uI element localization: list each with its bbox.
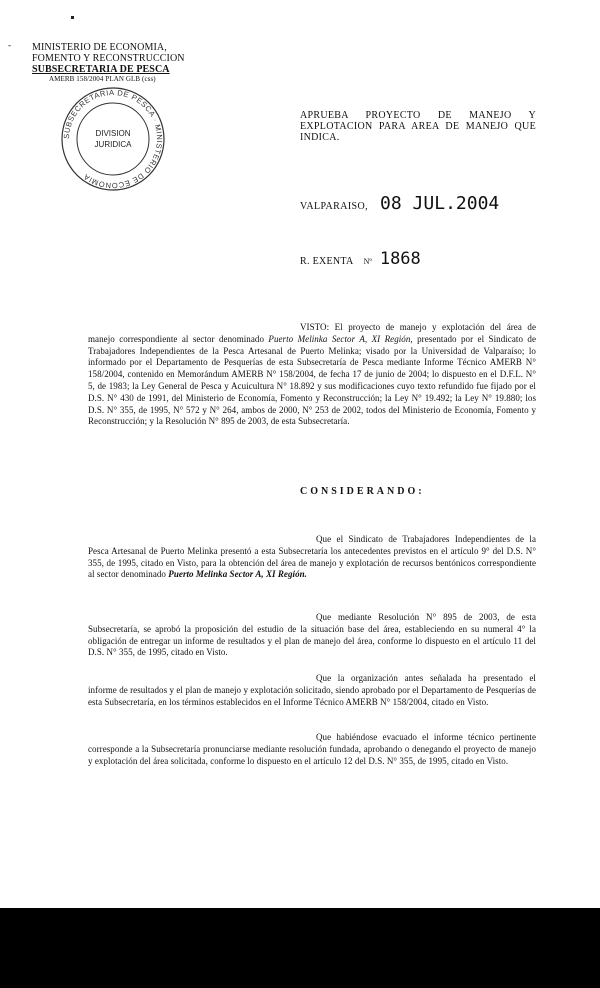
considerando-paragraph-1	[88, 534, 536, 581]
visto-paragraph	[88, 322, 536, 428]
ministry-line-1: MINISTERIO DE ECONOMIA,	[32, 42, 167, 53]
stamp-division-text: DIVISION	[95, 129, 131, 138]
p1-sector: Puerto Melinka Sector A, XI Región.	[168, 569, 307, 580]
visto-sector: Puerto Melinka Sector A, XI Región,	[268, 333, 413, 344]
subsecretaria-title: SUBSECRETARIA DE PESCA	[32, 64, 170, 75]
scan-mark	[71, 16, 74, 19]
considerando-paragraph-4	[88, 732, 536, 767]
resolution-number-value: 1868	[379, 249, 421, 269]
stamp-ring-text: SUBSECRETARIA DE PESCA · MINISTERIO DE ECONOMIA	[61, 87, 165, 191]
considerando-heading: CONSIDERANDO:	[300, 486, 425, 497]
p1-text: Que el Sindicato de Trabajadores Independientes de la Pesca Artesanal de Puerto Melinka presentó a esta Subsecretaría los antecedentes previstos en el artículo 9° del D.S. N° 355, de 1995, citado en Visto, para la obtención del área de manejo y explotación de recursos bentónicos correspondiente al sector denominado	[88, 534, 536, 580]
visto-text-after: presentado por el Sindicato de Trabajadores Independientes de la Pesca Artesanal de Puerto Melinka; visado por la Universidad de Valparaíso; lo informado por el Departamento de Pesquerías de esta Subsecretaría de Pesca mediante Informe Técnico AMERB N° 158/2004, contenido en Memorándum AMERB N° 158/2004, de fecha 17 de junio de 2004; lo dispuesto en el D.F.L. N° 5, de 1983; la Ley General de Pesca y Acuicultura N° 18.892 y sus modificaciones cuyo texto refundido fue fijado por el D.S. N° 430 de 1991, del Ministerio de Economía, Fomento y Reconstrucción; la Ley N° 19.492; la Ley N° 19.880; los D.S. N° 355, de 1995, N° 572 y N° 264, ambos de 2000, N° 253 de 2002, todos del Ministerio de Economía, Fomento y Reconstrucción; y la Resolución N° 895 de 2003, de esta Subsecretaría.	[88, 333, 536, 427]
letterhead	[32, 42, 207, 84]
scan-bottom-band	[0, 908, 600, 988]
reference-code: AMERB 158/2004 PLAN GLB (css)	[49, 75, 156, 83]
p2-text: Que mediante Resolución N° 895 de 2003, de esta Subsecretaría, se aprobó la proposición del estudio de la situación base del área, estableciendo en su numeral 4° la obligación de entregar un informe de resultados y el plan de manejo del área, conforme lo dispuesto en el artículo 11 del D.S. N° 355, de 1995, citado en Visto.	[88, 612, 536, 658]
resolution-summary: APRUEBA PROYECTO DE MANEJO Y EXPLOTACION PARA AREA DE MANEJO QUE INDICA.	[300, 110, 536, 143]
place-and-date	[300, 193, 499, 214]
ministry-line-2: FOMENTO Y RECONSTRUCCION	[32, 53, 185, 64]
resolution-number	[300, 249, 421, 269]
number-label: Nº	[363, 257, 372, 266]
juridica-stamp	[58, 84, 168, 194]
stamp-juridica-text: JURIDICA	[94, 140, 132, 149]
stamped-date: 08 JUL.2004	[380, 193, 500, 214]
considerando-paragraph-3	[88, 673, 536, 708]
considerando-paragraph-2	[88, 612, 536, 659]
p4-text: Que habiéndose evacuado el informe técnico pertinente corresponde a la Subsecretaría pronunciarse mediante resolución fundada, aprobando o denegando el proyecto de manejo y explotación del área solicitada, conforme lo dispuesto en el artículo 12 del D.S. N° 355, de 1995, citado en Visto.	[88, 732, 536, 766]
exenta-label: R. EXENTA	[300, 256, 354, 267]
p3-text: Que la organización antes señalada ha presentado el informe de resultados y el plan de manejo y explotación solicitado, siendo aprobado por el Departamento de Pesquerías de esta Subsecretaría, en los términos establecidos en el Informe Técnico AMERB N° 158/2004, citado en Visto.	[88, 673, 536, 707]
margin-dash: -	[8, 40, 11, 50]
place-name: VALPARAISO,	[300, 201, 369, 212]
visto-label: VISTO:	[300, 322, 330, 332]
visto-text-before: El proyecto de manejo y explotación del área de manejo correspondiente al sector denominado	[88, 322, 536, 344]
